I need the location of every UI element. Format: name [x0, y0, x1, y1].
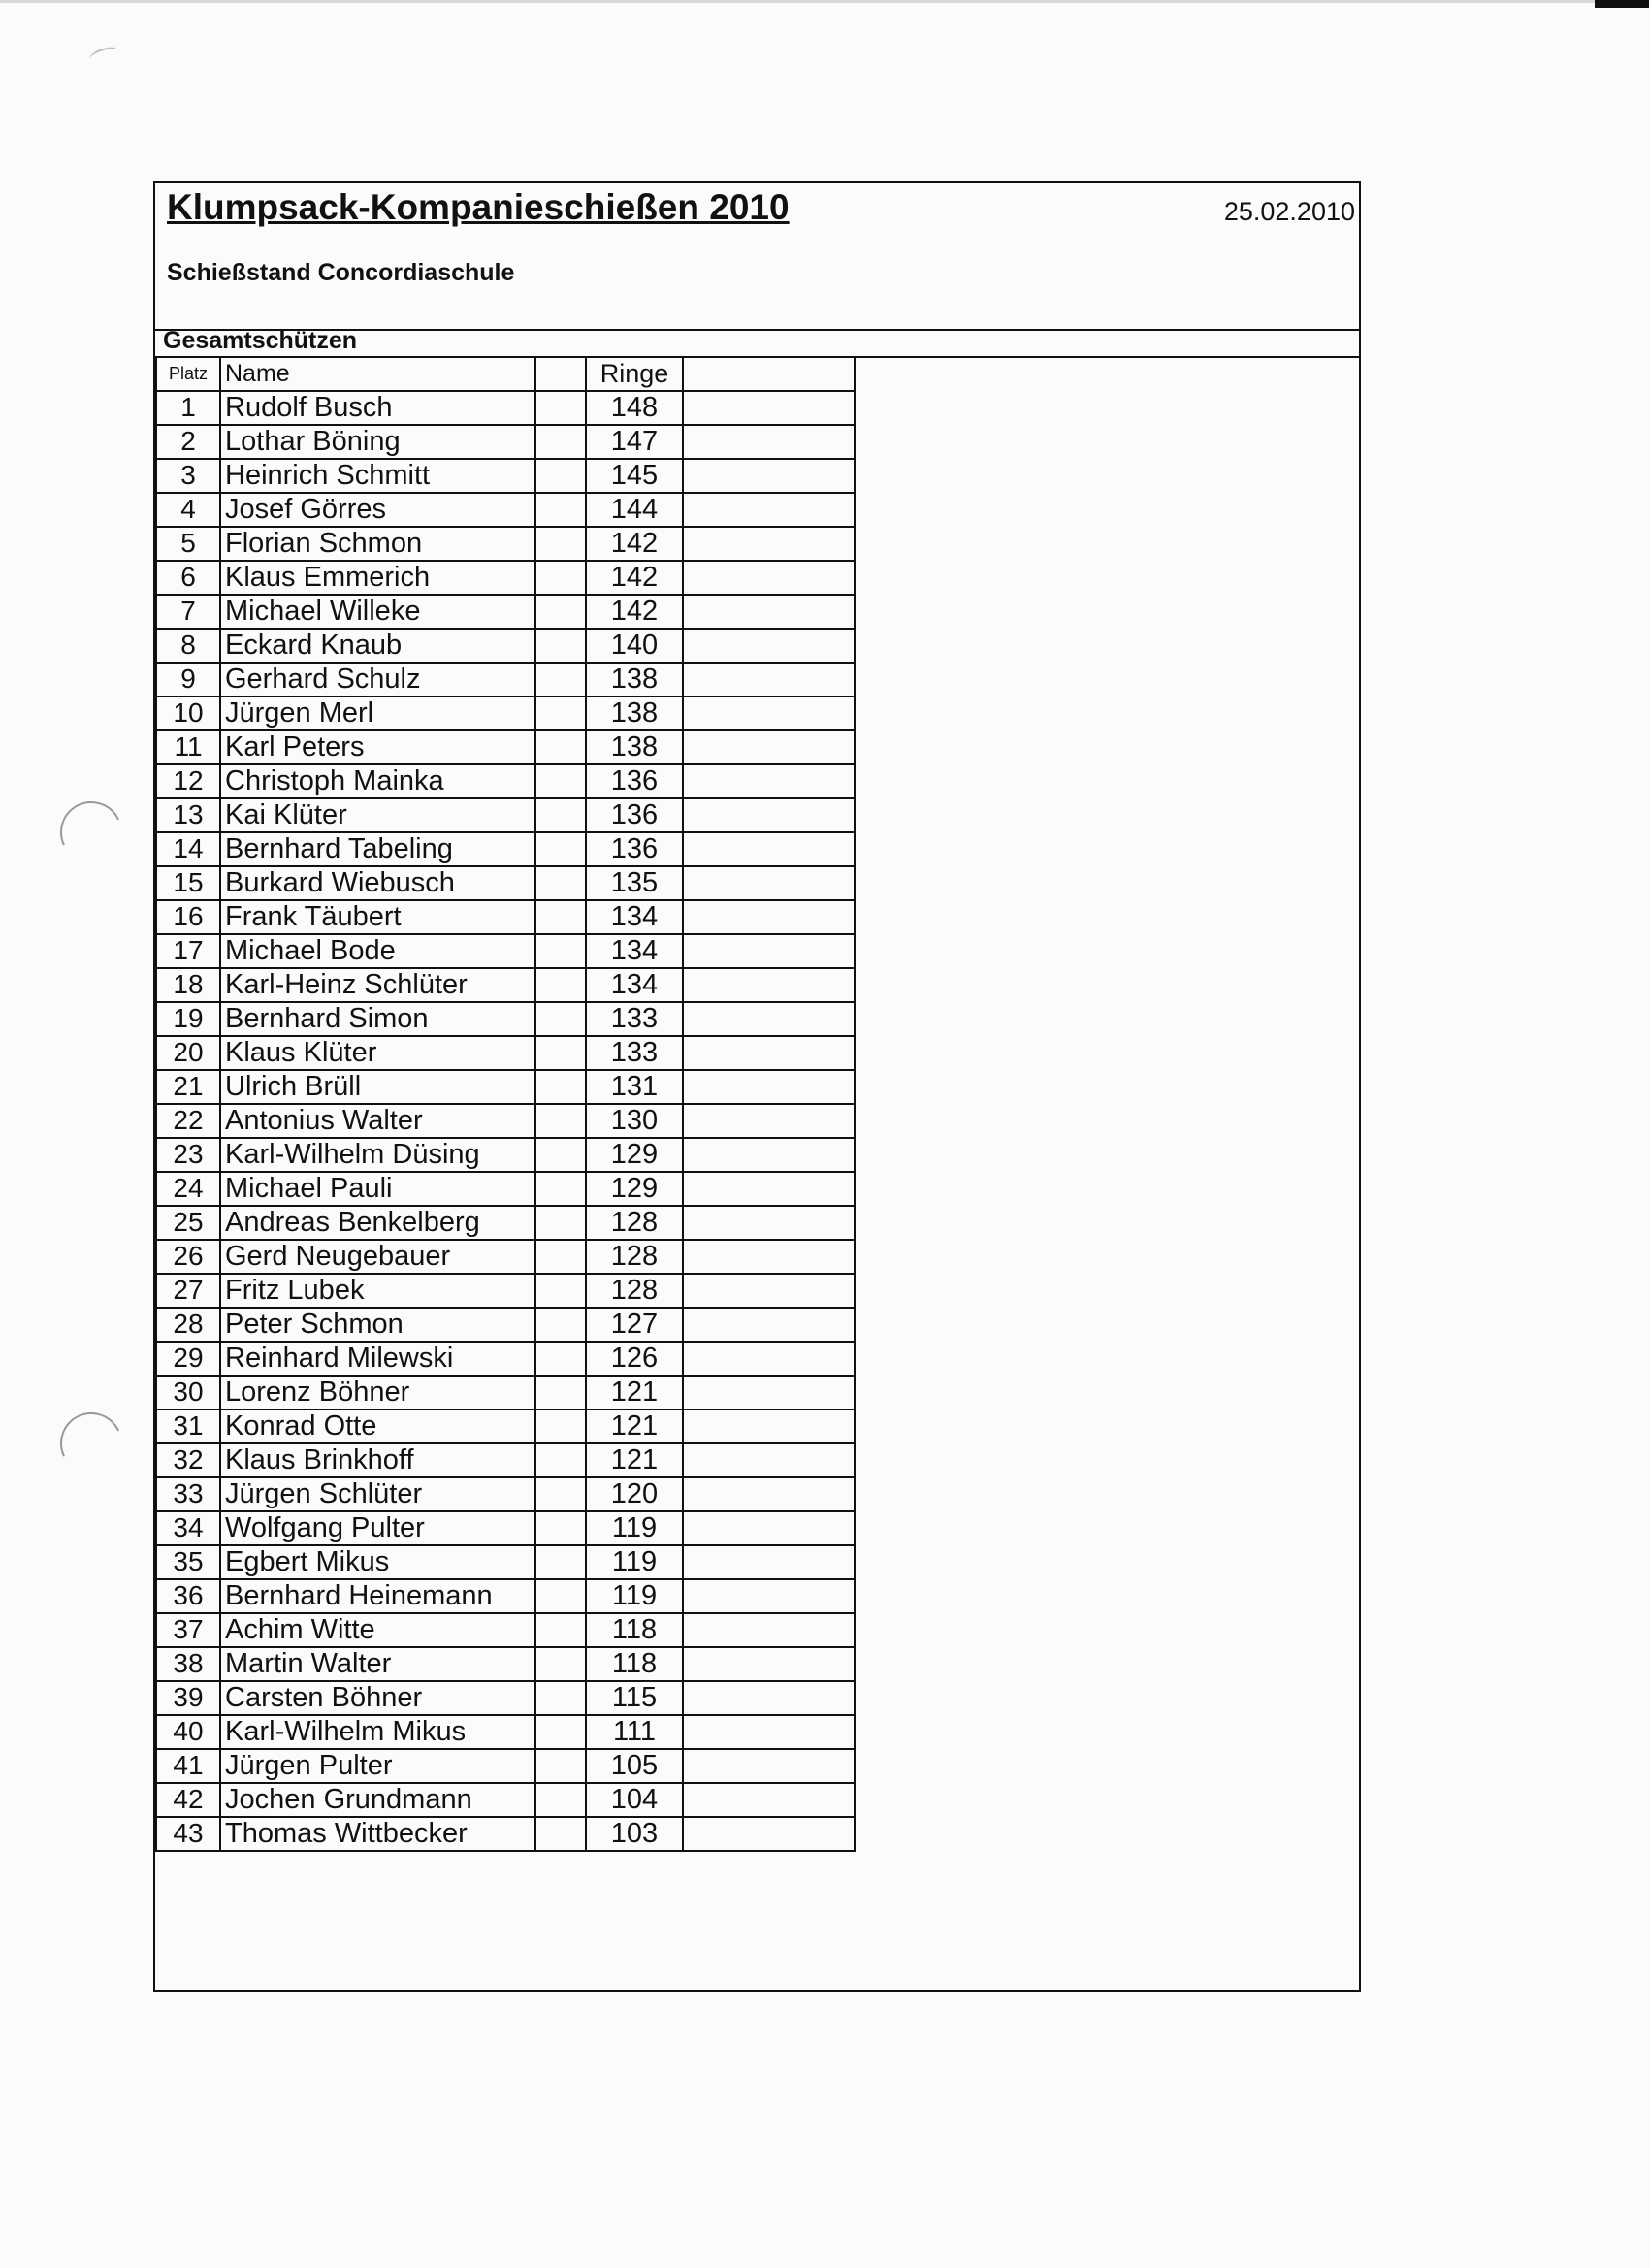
name-cell: Reinhard Milewski	[220, 1342, 535, 1376]
score-cell: 134	[586, 934, 683, 968]
rank-cell: 43	[156, 1817, 220, 1851]
name-cell: Konrad Otte	[220, 1409, 535, 1443]
name-cell: Peter Schmon	[220, 1308, 535, 1342]
table-row	[156, 764, 855, 798]
name-cell: Egbert Mikus	[220, 1545, 535, 1579]
score-cell: 121	[586, 1376, 683, 1409]
empty-cell	[535, 1783, 586, 1817]
extra-cell	[683, 1443, 855, 1477]
score-cell: 133	[586, 1036, 683, 1070]
table-row	[156, 493, 855, 527]
table-row	[156, 1138, 855, 1172]
empty-cell	[535, 1172, 586, 1206]
empty-cell	[535, 1138, 586, 1172]
extra-cell	[683, 1613, 855, 1647]
pencil-mark	[88, 45, 119, 65]
empty-cell	[535, 697, 586, 730]
extra-cell	[683, 1647, 855, 1681]
rank-cell: 20	[156, 1036, 220, 1070]
name-cell: Bernhard Tabeling	[220, 832, 535, 866]
name-cell: Michael Pauli	[220, 1172, 535, 1206]
rank-cell: 21	[156, 1070, 220, 1104]
name-cell: Fritz Lubek	[220, 1274, 535, 1308]
name-cell: Florian Schmon	[220, 527, 535, 561]
score-cell: 118	[586, 1613, 683, 1647]
extra-cell	[683, 561, 855, 595]
name-cell: Karl-Heinz Schlüter	[220, 968, 535, 1002]
extra-cell	[683, 1172, 855, 1206]
name-cell: Klaus Emmerich	[220, 561, 535, 595]
rank-cell: 8	[156, 629, 220, 663]
score-cell: 119	[586, 1545, 683, 1579]
table-row	[156, 1647, 855, 1681]
table-row	[156, 1749, 855, 1783]
header-empty	[535, 357, 586, 391]
empty-cell	[535, 1342, 586, 1376]
rank-cell: 40	[156, 1715, 220, 1749]
rank-cell: 25	[156, 1206, 220, 1240]
rank-cell: 33	[156, 1477, 220, 1511]
empty-cell	[535, 1002, 586, 1036]
empty-cell	[535, 764, 586, 798]
name-cell: Karl-Wilhelm Düsing	[220, 1138, 535, 1172]
table-row	[156, 1070, 855, 1104]
name-cell: Kai Klüter	[220, 798, 535, 832]
score-cell: 121	[586, 1443, 683, 1477]
empty-cell	[535, 1206, 586, 1240]
empty-cell	[535, 1545, 586, 1579]
extra-cell	[683, 866, 855, 900]
table-row	[156, 663, 855, 697]
rank-cell: 41	[156, 1749, 220, 1783]
extra-cell	[683, 1817, 855, 1851]
empty-cell	[535, 1308, 586, 1342]
empty-cell	[535, 425, 586, 459]
table-row	[156, 1613, 855, 1647]
extra-cell	[683, 900, 855, 934]
page-top-edge	[0, 0, 1649, 3]
rank-cell: 39	[156, 1681, 220, 1715]
score-cell: 115	[586, 1681, 683, 1715]
score-cell: 128	[586, 1274, 683, 1308]
score-cell: 129	[586, 1138, 683, 1172]
extra-cell	[683, 1376, 855, 1409]
table-row	[156, 1240, 855, 1274]
score-cell: 136	[586, 764, 683, 798]
score-cell: 138	[586, 697, 683, 730]
rank-cell: 3	[156, 459, 220, 493]
rank-cell: 9	[156, 663, 220, 697]
name-cell: Gerhard Schulz	[220, 663, 535, 697]
score-cell: 119	[586, 1511, 683, 1545]
header-extra	[683, 357, 855, 391]
table-row	[156, 1308, 855, 1342]
score-cell: 136	[586, 832, 683, 866]
extra-cell	[683, 1783, 855, 1817]
table-row	[156, 425, 855, 459]
table-row	[156, 697, 855, 730]
empty-cell	[535, 968, 586, 1002]
empty-cell	[535, 459, 586, 493]
table-body	[156, 391, 855, 1851]
name-cell: Thomas Wittbecker	[220, 1817, 535, 1851]
extra-cell	[683, 1342, 855, 1376]
table-row	[156, 900, 855, 934]
score-cell: 134	[586, 900, 683, 934]
extra-cell	[683, 1511, 855, 1545]
empty-cell	[535, 1579, 586, 1613]
rank-cell: 29	[156, 1342, 220, 1376]
table-row	[156, 1002, 855, 1036]
name-cell: Klaus Klüter	[220, 1036, 535, 1070]
table-row	[156, 832, 855, 866]
rank-cell: 38	[156, 1647, 220, 1681]
score-cell: 142	[586, 595, 683, 629]
extra-cell	[683, 1002, 855, 1036]
empty-cell	[535, 493, 586, 527]
rank-cell: 16	[156, 900, 220, 934]
header-score: Ringe	[586, 357, 683, 391]
rank-cell: 23	[156, 1138, 220, 1172]
rank-cell: 22	[156, 1104, 220, 1138]
scan-corner-mark	[1595, 0, 1649, 8]
extra-cell	[683, 527, 855, 561]
table-row	[156, 934, 855, 968]
rank-cell: 34	[156, 1511, 220, 1545]
table-row	[156, 1443, 855, 1477]
rank-cell: 32	[156, 1443, 220, 1477]
extra-cell	[683, 1036, 855, 1070]
table-row	[156, 561, 855, 595]
empty-cell	[535, 1104, 586, 1138]
table-row	[156, 595, 855, 629]
extra-cell	[683, 1579, 855, 1613]
score-cell: 131	[586, 1070, 683, 1104]
rank-cell: 28	[156, 1308, 220, 1342]
document-date: 25.02.2010	[1223, 197, 1355, 226]
score-cell: 105	[586, 1749, 683, 1783]
empty-cell	[535, 629, 586, 663]
score-cell: 128	[586, 1240, 683, 1274]
score-cell: 119	[586, 1579, 683, 1613]
name-cell: Michael Bode	[220, 934, 535, 968]
table-row	[156, 1545, 855, 1579]
table-row	[156, 1783, 855, 1817]
name-cell: Eckard Knaub	[220, 629, 535, 663]
score-cell: 138	[586, 663, 683, 697]
extra-cell	[683, 764, 855, 798]
name-cell: Achim Witte	[220, 1613, 535, 1647]
empty-cell	[535, 1613, 586, 1647]
empty-cell	[535, 527, 586, 561]
name-cell: Frank Täubert	[220, 900, 535, 934]
score-cell: 121	[586, 1409, 683, 1443]
score-cell: 103	[586, 1817, 683, 1851]
empty-cell	[535, 1443, 586, 1477]
empty-cell	[535, 832, 586, 866]
extra-cell	[683, 730, 855, 764]
table-row	[156, 1104, 855, 1138]
rank-cell: 19	[156, 1002, 220, 1036]
empty-cell	[535, 1240, 586, 1274]
name-cell: Bernhard Heinemann	[220, 1579, 535, 1613]
extra-cell	[683, 663, 855, 697]
rank-cell: 36	[156, 1579, 220, 1613]
score-cell: 147	[586, 425, 683, 459]
rank-cell: 15	[156, 866, 220, 900]
table-row	[156, 391, 855, 425]
extra-cell	[683, 1206, 855, 1240]
name-cell: Heinrich Schmitt	[220, 459, 535, 493]
results-table	[155, 356, 856, 1852]
table-row	[156, 1274, 855, 1308]
rank-cell: 1	[156, 391, 220, 425]
score-cell: 133	[586, 1002, 683, 1036]
table-row	[156, 1817, 855, 1851]
table-row	[156, 1715, 855, 1749]
name-cell: Michael Willeke	[220, 595, 535, 629]
extra-cell	[683, 1545, 855, 1579]
table-row	[156, 1477, 855, 1511]
name-cell: Andreas Benkelberg	[220, 1206, 535, 1240]
table-row	[156, 1206, 855, 1240]
punch-hole-bottom	[51, 1404, 131, 1483]
empty-cell	[535, 1274, 586, 1308]
rank-cell: 31	[156, 1409, 220, 1443]
score-cell: 142	[586, 561, 683, 595]
extra-cell	[683, 798, 855, 832]
table-header-row	[156, 357, 855, 391]
extra-cell	[683, 1477, 855, 1511]
empty-cell	[535, 1036, 586, 1070]
score-cell: 134	[586, 968, 683, 1002]
table-row	[156, 1172, 855, 1206]
score-cell: 145	[586, 459, 683, 493]
rank-cell: 7	[156, 595, 220, 629]
extra-cell	[683, 697, 855, 730]
empty-cell	[535, 1511, 586, 1545]
rank-cell: 10	[156, 697, 220, 730]
rank-cell: 37	[156, 1613, 220, 1647]
rank-cell: 11	[156, 730, 220, 764]
extra-cell	[683, 1104, 855, 1138]
empty-cell	[535, 1647, 586, 1681]
table-row	[156, 730, 855, 764]
name-cell: Gerd Neugebauer	[220, 1240, 535, 1274]
empty-cell	[535, 1681, 586, 1715]
name-cell: Wolfgang Pulter	[220, 1511, 535, 1545]
empty-cell	[535, 391, 586, 425]
results-sheet	[153, 181, 1361, 1992]
name-cell: Lorenz Böhner	[220, 1376, 535, 1409]
score-cell: 126	[586, 1342, 683, 1376]
extra-cell	[683, 1681, 855, 1715]
rank-cell: 17	[156, 934, 220, 968]
empty-cell	[535, 730, 586, 764]
empty-cell	[535, 1409, 586, 1443]
table-row	[156, 1511, 855, 1545]
table-row	[156, 866, 855, 900]
score-cell: 136	[586, 798, 683, 832]
empty-cell	[535, 798, 586, 832]
table-row	[156, 1036, 855, 1070]
name-cell: Jürgen Schlüter	[220, 1477, 535, 1511]
score-cell: 118	[586, 1647, 683, 1681]
extra-cell	[683, 1749, 855, 1783]
extra-cell	[683, 459, 855, 493]
name-cell: Martin Walter	[220, 1647, 535, 1681]
extra-cell	[683, 1240, 855, 1274]
name-cell: Burkard Wiebusch	[220, 866, 535, 900]
score-cell: 120	[586, 1477, 683, 1511]
empty-cell	[535, 934, 586, 968]
empty-cell	[535, 866, 586, 900]
extra-cell	[683, 1308, 855, 1342]
rank-cell: 27	[156, 1274, 220, 1308]
extra-cell	[683, 1138, 855, 1172]
score-cell: 129	[586, 1172, 683, 1206]
section-header	[155, 329, 1359, 358]
name-cell: Karl Peters	[220, 730, 535, 764]
rank-cell: 14	[156, 832, 220, 866]
name-cell: Klaus Brinkhoff	[220, 1443, 535, 1477]
punch-hole-top	[51, 793, 131, 872]
empty-cell	[535, 1715, 586, 1749]
venue-label: Schießstand Concordiaschule	[167, 259, 515, 286]
table-row	[156, 1681, 855, 1715]
name-cell: Carsten Böhner	[220, 1681, 535, 1715]
score-cell: 148	[586, 391, 683, 425]
rank-cell: 6	[156, 561, 220, 595]
extra-cell	[683, 425, 855, 459]
score-cell: 138	[586, 730, 683, 764]
rank-cell: 2	[156, 425, 220, 459]
rank-cell: 5	[156, 527, 220, 561]
score-cell: 142	[586, 527, 683, 561]
document-header	[155, 183, 1359, 332]
score-cell: 111	[586, 1715, 683, 1749]
name-cell: Josef Görres	[220, 493, 535, 527]
rank-cell: 13	[156, 798, 220, 832]
extra-cell	[683, 832, 855, 866]
name-cell: Rudolf Busch	[220, 391, 535, 425]
header-name: Name	[220, 357, 535, 391]
rank-cell: 30	[156, 1376, 220, 1409]
table-row	[156, 1342, 855, 1376]
table-row	[156, 968, 855, 1002]
rank-cell: 12	[156, 764, 220, 798]
header-rank: Platz	[156, 357, 220, 391]
empty-cell	[535, 595, 586, 629]
rank-cell: 35	[156, 1545, 220, 1579]
name-cell: Jochen Grundmann	[220, 1783, 535, 1817]
table-row	[156, 459, 855, 493]
extra-cell	[683, 1274, 855, 1308]
table-row	[156, 629, 855, 663]
document-title: Klumpsack-Kompanieschießen 2010	[167, 187, 790, 227]
name-cell: Antonius Walter	[220, 1104, 535, 1138]
score-cell: 135	[586, 866, 683, 900]
name-cell: Bernhard Simon	[220, 1002, 535, 1036]
rank-cell: 18	[156, 968, 220, 1002]
empty-cell	[535, 561, 586, 595]
name-cell: Ulrich Brüll	[220, 1070, 535, 1104]
empty-cell	[535, 1749, 586, 1783]
extra-cell	[683, 391, 855, 425]
name-cell: Lothar Böning	[220, 425, 535, 459]
score-cell: 144	[586, 493, 683, 527]
table-row	[156, 798, 855, 832]
score-cell: 130	[586, 1104, 683, 1138]
extra-cell	[683, 968, 855, 1002]
empty-cell	[535, 663, 586, 697]
extra-cell	[683, 1070, 855, 1104]
empty-cell	[535, 1070, 586, 1104]
name-cell: Jürgen Merl	[220, 697, 535, 730]
score-cell: 128	[586, 1206, 683, 1240]
extra-cell	[683, 595, 855, 629]
name-cell: Karl-Wilhelm Mikus	[220, 1715, 535, 1749]
table-row	[156, 1376, 855, 1409]
table-row	[156, 1579, 855, 1613]
empty-cell	[535, 1376, 586, 1409]
extra-cell	[683, 934, 855, 968]
empty-cell	[535, 900, 586, 934]
empty-cell	[535, 1477, 586, 1511]
rank-cell: 42	[156, 1783, 220, 1817]
section-title: Gesamtschützen	[163, 327, 358, 354]
extra-cell	[683, 629, 855, 663]
name-cell: Jürgen Pulter	[220, 1749, 535, 1783]
table-row	[156, 1409, 855, 1443]
empty-cell	[535, 1817, 586, 1851]
extra-cell	[683, 1409, 855, 1443]
table-row	[156, 527, 855, 561]
name-cell: Christoph Mainka	[220, 764, 535, 798]
rank-cell: 24	[156, 1172, 220, 1206]
rank-cell: 26	[156, 1240, 220, 1274]
score-cell: 127	[586, 1308, 683, 1342]
score-cell: 140	[586, 629, 683, 663]
rank-cell: 4	[156, 493, 220, 527]
extra-cell	[683, 1715, 855, 1749]
extra-cell	[683, 493, 855, 527]
score-cell: 104	[586, 1783, 683, 1817]
